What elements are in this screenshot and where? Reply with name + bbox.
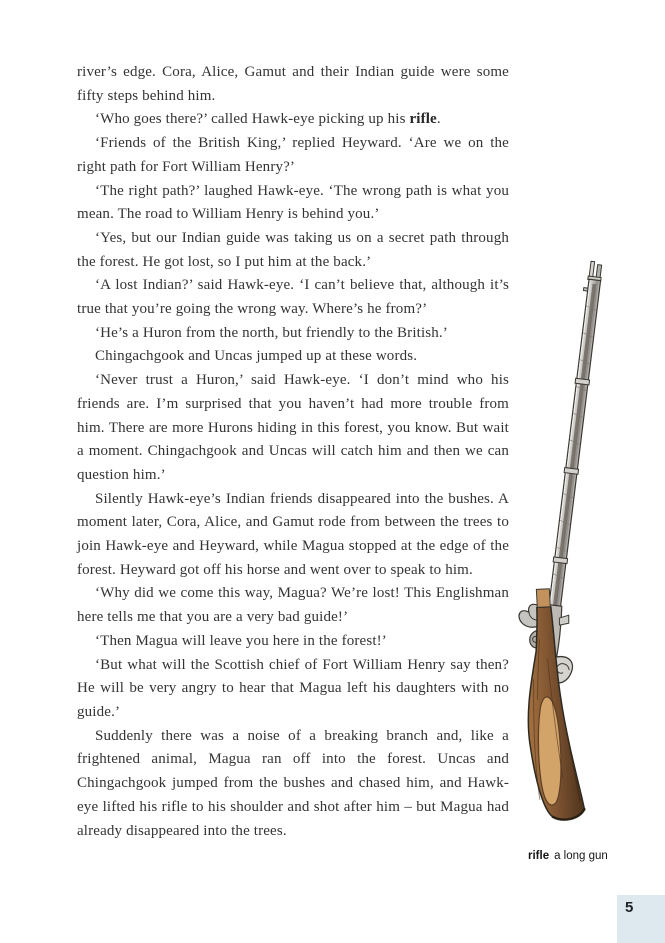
- paragraph: ‘Who goes there?’ called Hawk-eye picking up his rifle.: [95, 111, 441, 128]
- vocab-term: rifle: [528, 850, 550, 862]
- paragraph: ‘Never trust a Huron,’ said Hawk-eye. ‘I don’t mind who his friends are. I’m surprised that you haven’t had more trouble from him. There are more Hurons hiding in this forest, you know. But wait a moment. Chingachgook and Uncas will catch him and then we can question him.’: [77, 372, 509, 483]
- paragraph: ‘Friends of the British King,’ replied Heyward. ‘Are we on the right path for Fort William Henry?’: [77, 135, 509, 175]
- paragraph: Silently Hawk-eye’s Indian friends disappeared into the bushes. A moment later, Cora, Alice, and Gamut rode from between the trees to join Hawk-eye and Heyward, while Magua stopped at the edge of the forest. Heyward got off his horse and went over to speak to him.: [77, 490, 509, 578]
- paragraph: river’s edge. Cora, Alice, Gamut and their Indian guide were some fifty steps behind him.: [77, 64, 509, 104]
- paragraph: Chingachgook and Uncas jumped up at these words.: [95, 348, 418, 365]
- vocab-definition: a long gun: [554, 850, 608, 862]
- body-text: [77, 61, 509, 843]
- rifle-illustration: [500, 252, 630, 832]
- paragraph: ‘The right path?’ laughed Hawk-eye. ‘The wrong path is what you mean. The road to William Henry is behind you.’: [77, 182, 509, 223]
- paragraph: ‘He’s a Huron from the north, but friendly to the British.’: [95, 324, 448, 341]
- page-number: 5: [625, 899, 634, 916]
- page-number-box: [617, 895, 665, 943]
- paragraph: ‘Then Magua will leave you here in the forest!’: [95, 632, 387, 649]
- paragraph: ‘A lost Indian?’ said Hawk-eye. ‘I can’t believe that, although it’s true that you’re going the wrong way. Where’s he from?’: [77, 277, 509, 318]
- paragraph: Suddenly there was a noise of a breaking branch and, like a frightened animal, Magua ran off into the forest. Uncas and Chingachgook jumped from the bushes and chased him, and Hawk-eye lifted his rifle to his shoulder and shot after him – but Magua had already disappeared into the trees.: [77, 727, 509, 839]
- paragraph: ‘But what will the Scottish chief of Fort William Henry say then? He will be very angry to hear that Magua left his daughters with no guide.’: [77, 656, 509, 720]
- paragraph: ‘Why did we come this way, Magua? We’re lost! This Englishman here tells me that you are a very bad guide!’: [77, 585, 509, 626]
- paragraph: ‘Yes, but our Indian guide was taking us on a secret path through the forest. He got lost, so I put him at the back.’: [77, 229, 509, 270]
- vocab-caption: [528, 850, 608, 862]
